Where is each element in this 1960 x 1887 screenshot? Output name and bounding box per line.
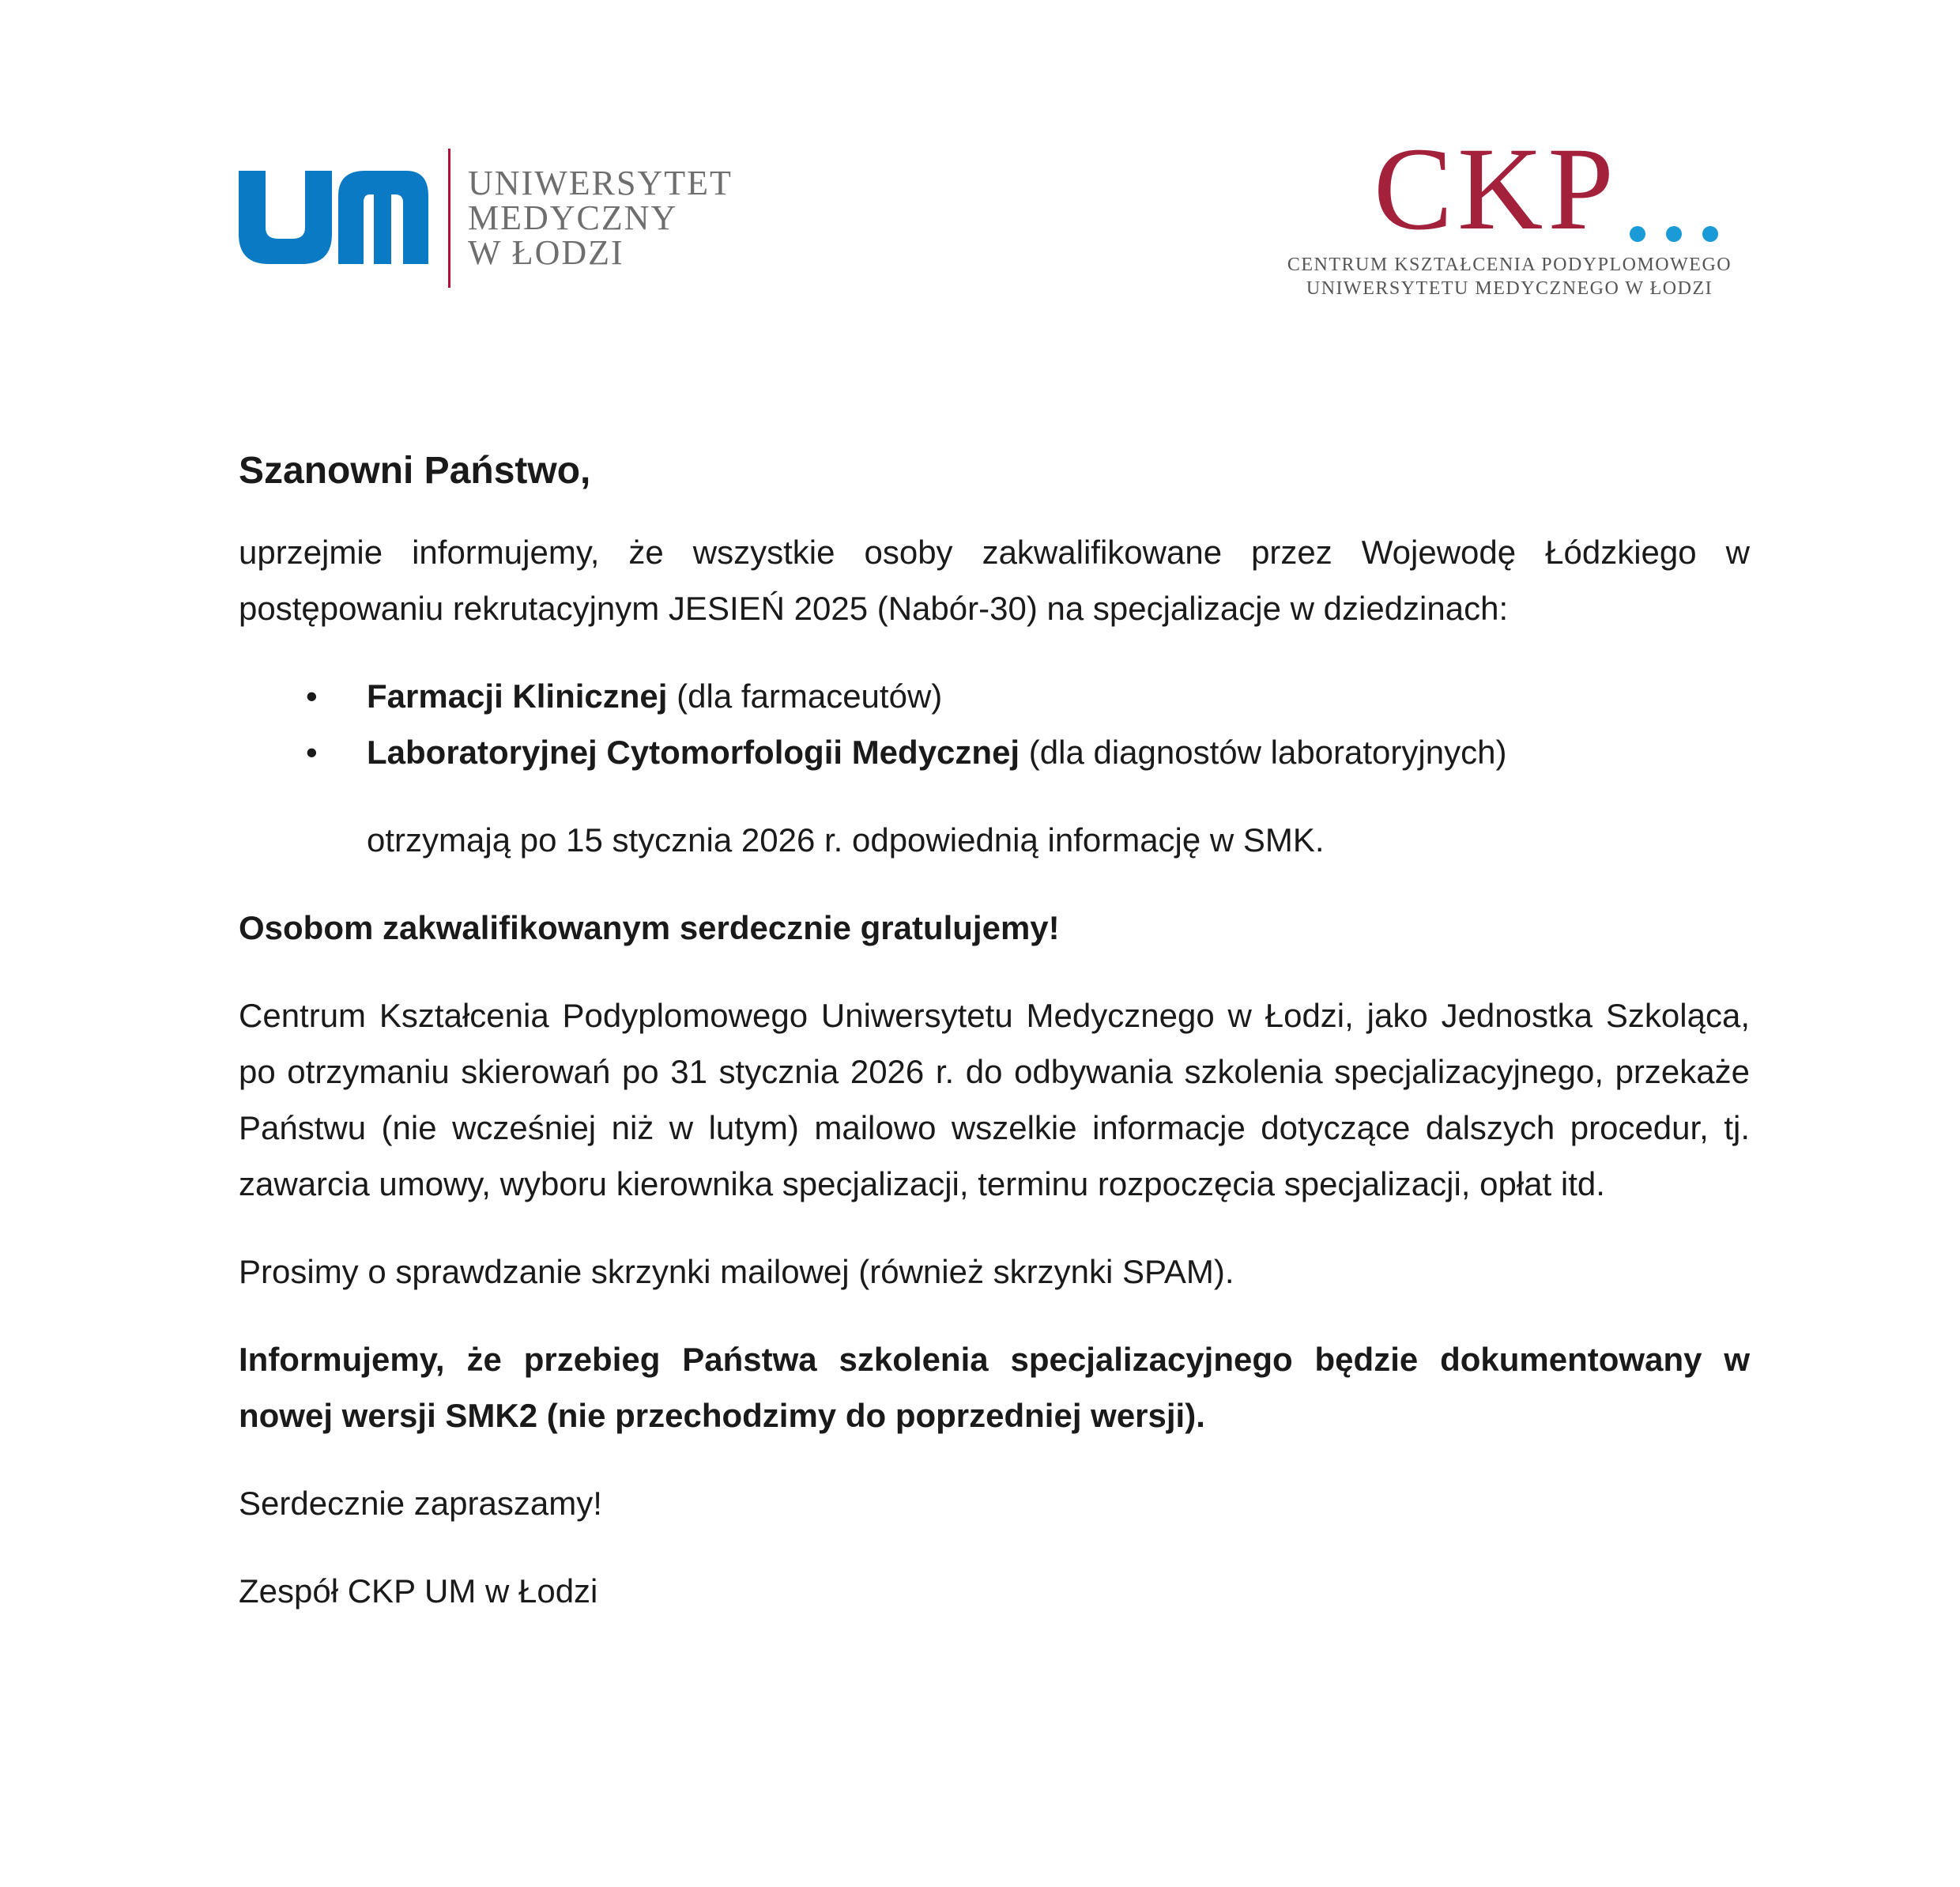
um-logo xyxy=(239,149,760,291)
um-wordmark xyxy=(468,166,733,270)
um-line-1: UNIWERSYTET xyxy=(468,164,733,202)
ckp-subtitle xyxy=(1280,253,1739,300)
centre-info-paragraph: Centrum Kształcenia Podyplomowego Uniwersytetu Medycznego w Łodzi, jako Jednostka Szkoląca, po otrzymaniu skierowań po 31 stycznia 2026 r. do odbywania szkolenia specjalizacyjnego, przekaże Państwu (nie wcześniej niż w lutym) mailowo wszelkie informacje dotyczące dalszych procedur, tj. zawarcia umowy, wyboru kierownika specjalizacji, terminu rozpoczęcia specjalizacji, opłat itd. xyxy=(239,997,1750,1202)
field-name: Farmacji Klinicznej xyxy=(367,677,668,715)
smk2-note: Informujemy, że przebieg Państwa szkolenia specjalizacyjnego będzie dokumentowany w nowej wersji SMK2 (nie przechodzimy do poprzedniej wersji). xyxy=(239,1341,1750,1434)
receive-info: otrzymają po 15 stycznia 2026 r. odpowiednią informację w SMK. xyxy=(367,821,1325,859)
ckp-dots-icon xyxy=(1612,215,1731,247)
ckp-line-1: CENTRUM KSZTAŁCENIA PODYPLOMOWEGO xyxy=(1287,255,1732,275)
ckp-logo xyxy=(1280,123,1739,310)
letter-body xyxy=(239,443,1750,1651)
ckp-wordmark: CKP xyxy=(1374,123,1619,255)
bullet-icon: • xyxy=(306,677,318,715)
um-line-2: MEDYCZNY xyxy=(468,198,678,237)
specialization-list xyxy=(239,668,1750,780)
closing: Serdecznie zapraszamy! xyxy=(239,1485,602,1522)
list-item xyxy=(239,724,1750,780)
field-name: Laboratoryjnej Cytomorfologii Medycznej xyxy=(367,734,1020,771)
ckp-line-2: UNIWERSYTETU MEDYCZNEGO W ŁODZI xyxy=(1306,278,1713,299)
field-note: (dla diagnostów laboratoryjnych) xyxy=(1020,734,1507,771)
signature: Zespół CKP UM w Łodzi xyxy=(239,1572,598,1610)
um-divider xyxy=(448,149,450,288)
list-item xyxy=(239,668,1750,724)
salutation: Szanowni Państwo, xyxy=(239,450,591,492)
um-monogram-icon xyxy=(239,171,428,264)
field-note: (dla farmaceutów) xyxy=(667,677,943,715)
bullet-icon: • xyxy=(306,734,318,771)
um-line-3: W ŁODZI xyxy=(468,233,624,272)
mailbox-note: Prosimy o sprawdzanie skrzynki mailowej (również skrzynki SPAM). xyxy=(239,1253,1234,1290)
congratulations: Osobom zakwalifikowanym serdecznie gratulujemy! xyxy=(239,909,1060,946)
intro-paragraph: uprzejmie informujemy, że wszystkie osoby zakwalifikowane przez Wojewodę Łódzkiego w postępowaniu rekrutacyjnym JESIEŃ 2025 (Nabór-30) na specjalizacje w dziedzinach: xyxy=(239,534,1750,627)
